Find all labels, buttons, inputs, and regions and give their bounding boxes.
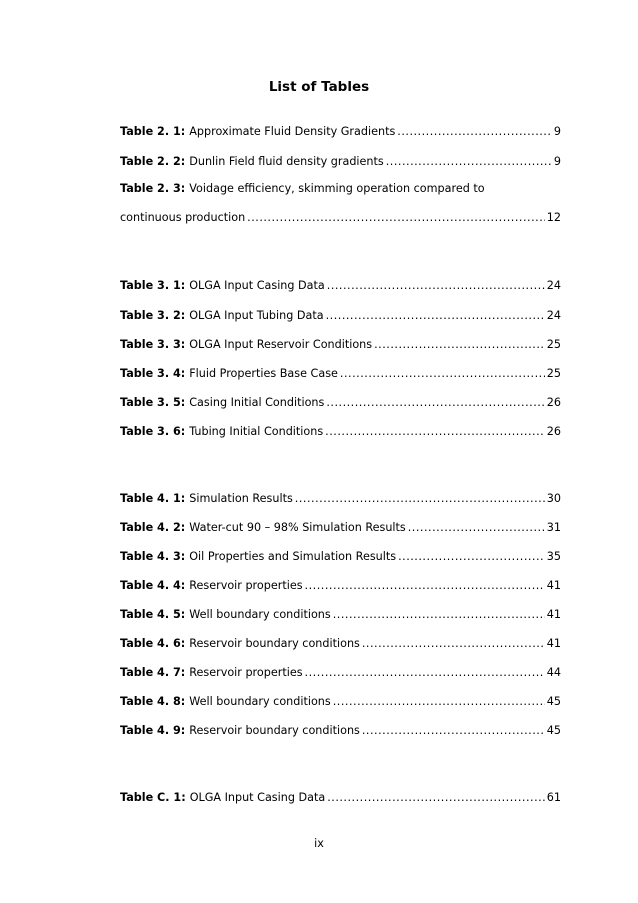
table-title: Reservoir boundary conditions: [189, 637, 360, 650]
leader-dots: [326, 308, 545, 324]
table-number: Table 3. 6:: [120, 425, 186, 438]
toc-entry-table-3-5[interactable]: [120, 395, 561, 411]
leader-dots: [325, 424, 545, 440]
toc-entry-table-2-1[interactable]: [120, 124, 561, 140]
toc-entry-table-c-1[interactable]: [120, 790, 561, 806]
page-number: ix: [314, 837, 324, 850]
page-ref: 9: [553, 155, 561, 168]
leader-dots: [374, 337, 545, 353]
page-ref: 31: [546, 521, 561, 534]
page-ref: 41: [546, 608, 561, 621]
page-ref: 45: [546, 695, 561, 708]
toc-entry-table-4-7[interactable]: [120, 665, 561, 681]
table-title: Well boundary conditions: [189, 695, 331, 708]
table-number: Table 2. 2:: [120, 155, 186, 168]
leader-dots: [327, 278, 545, 294]
table-title: OLGA Input Casing Data: [189, 279, 325, 292]
toc-entry-table-4-8[interactable]: [120, 694, 561, 710]
page-ref: 24: [546, 279, 561, 292]
table-title: OLGA Input Reservoir Conditions: [189, 338, 373, 351]
table-title: Tubing Initial Conditions: [189, 425, 324, 438]
page-ref: 24: [546, 309, 561, 322]
toc-entry-table-4-6[interactable]: [120, 636, 561, 652]
toc-entry-table-3-3[interactable]: [120, 337, 561, 353]
table-title: Approximate Fluid Density Gradients: [189, 125, 396, 138]
toc-entry-table-2-3[interactable]: [120, 181, 561, 197]
page-ref: 12: [546, 211, 561, 224]
toc-entry-table-2-3-cont[interactable]: [120, 210, 561, 226]
table-number: Table 4. 3:: [120, 550, 186, 563]
table-number: Table C. 1:: [120, 791, 186, 804]
table-number: Table 4. 6:: [120, 637, 186, 650]
page-ref: 45: [546, 724, 561, 737]
leader-dots: [305, 578, 545, 594]
leader-dots: [327, 790, 545, 806]
toc-entry-table-3-1[interactable]: [120, 278, 561, 294]
toc-entry-table-4-9[interactable]: [120, 723, 561, 739]
table-number: Table 4. 2:: [120, 521, 186, 534]
table-title: Reservoir properties: [189, 579, 303, 592]
leader-dots: [408, 520, 545, 536]
table-number: Table 3. 5:: [120, 396, 186, 409]
page-ref: 9: [553, 125, 561, 138]
table-title: Casing Initial Conditions: [189, 396, 325, 409]
leader-dots: [362, 636, 545, 652]
table-title: Oil Properties and Simulation Results: [189, 550, 397, 563]
table-number: Table 2. 1:: [120, 125, 186, 138]
table-title: OLGA Input Tubing Data: [189, 309, 324, 322]
page-ref: 26: [546, 396, 561, 409]
toc-entry-table-4-1[interactable]: [120, 491, 561, 507]
leader-dots: [398, 549, 545, 565]
toc-entry-table-4-2[interactable]: [120, 520, 561, 536]
leader-dots: [386, 154, 552, 170]
table-title: Water-cut 90 – 98% Simulation Results: [189, 521, 406, 534]
page-ref: 25: [546, 367, 561, 380]
table-number: Table 3. 2:: [120, 309, 186, 322]
page-ref: 35: [546, 550, 561, 563]
page-ref: 61: [546, 791, 561, 804]
table-number: Table 2. 3:: [120, 182, 186, 195]
table-number: Table 3. 3:: [120, 338, 186, 351]
leader-dots: [362, 723, 545, 739]
page-title: List of Tables: [268, 79, 370, 95]
table-title-continued: continuous production: [120, 211, 246, 224]
leader-dots: [333, 694, 545, 710]
leader-dots: [247, 210, 545, 226]
table-title: OLGA Input Casing Data: [189, 791, 326, 804]
table-number: Table 4. 8:: [120, 695, 186, 708]
table-number: Table 4. 7:: [120, 666, 186, 679]
leader-dots: [326, 395, 544, 411]
table-title: Voidage efficiency, skimming operation compared to: [189, 182, 485, 195]
page-ref: 25: [546, 338, 561, 351]
leader-dots: [305, 665, 545, 681]
table-title: Dunlin Field fluid density gradients: [189, 155, 384, 168]
leader-dots: [397, 124, 552, 140]
table-number: Table 4. 4:: [120, 579, 186, 592]
table-title: Reservoir boundary conditions: [189, 724, 360, 737]
page-ref: 41: [546, 579, 561, 592]
leader-dots: [340, 366, 545, 382]
toc-entry-table-3-4[interactable]: [120, 366, 561, 382]
toc-entry-table-3-6[interactable]: [120, 424, 561, 440]
leader-dots: [295, 491, 545, 507]
table-number: Table 4. 5:: [120, 608, 186, 621]
table-title: Reservoir properties: [189, 666, 303, 679]
toc-entry-table-4-5[interactable]: [120, 607, 561, 623]
toc-entry-table-4-4[interactable]: [120, 578, 561, 594]
page-ref: 30: [546, 492, 561, 505]
page-ref: 26: [546, 425, 561, 438]
table-title: Fluid Properties Base Case: [189, 367, 338, 380]
table-number: Table 3. 4:: [120, 367, 186, 380]
toc-entry-table-4-3[interactable]: [120, 549, 561, 565]
toc-entry-table-3-2[interactable]: [120, 308, 561, 324]
page-ref: 41: [546, 637, 561, 650]
table-number: Table 3. 1:: [120, 279, 186, 292]
page-ref: 44: [546, 666, 561, 679]
table-title: Simulation Results: [189, 492, 293, 505]
table-number: Table 4. 1:: [120, 492, 186, 505]
table-number: Table 4. 9:: [120, 724, 186, 737]
leader-dots: [333, 607, 545, 623]
toc-entry-table-2-2[interactable]: [120, 154, 561, 170]
table-title: Well boundary conditions: [189, 608, 331, 621]
